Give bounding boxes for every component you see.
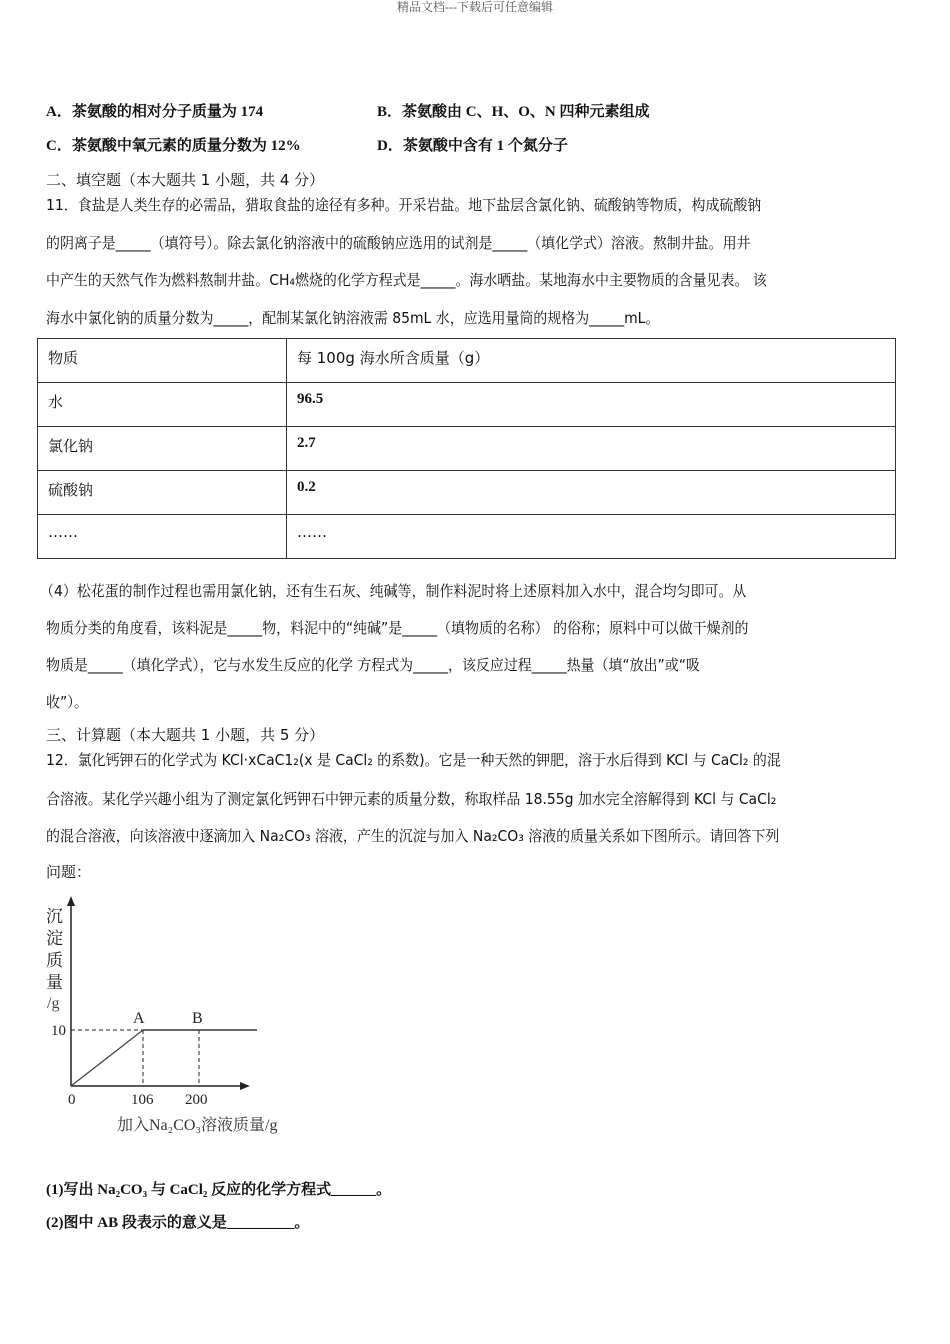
table-cell: 2.7 (287, 427, 896, 471)
precipitate-mass-chart (40, 890, 300, 1140)
ylabel-char: 量 (46, 973, 63, 992)
option-a: A．茶氨酸的相对分子质量为 174 (46, 104, 264, 120)
sub-question-1: (1)写出 Na₂CO₃ 与 CaCl₂ 反应的化学方程式______。 (46, 1182, 392, 1198)
x-axis-arrow-icon (240, 1082, 250, 1090)
q12-line-4: 问题： (46, 863, 92, 881)
point-b-label: B (192, 1010, 203, 1027)
table-cell: …… (38, 515, 287, 559)
seawater-composition-table (37, 338, 896, 559)
q12-line-2: 合溶液。某化学兴趣小组为了测定氯化钙钾石中钾元素的质量分数，称取样品 18.55g 加水完全溶解得到 KCl 与 CaCl₂ (46, 790, 777, 808)
table-cell: …… (287, 515, 896, 559)
q11-line-1: 11．食盐是人类生存的必需品，猎取食盐的途径有多种。开采岩盐。地下盐层含氯化钠、硫酸钠等物质，构成硫酸钠 (46, 196, 762, 214)
table-cell: 96.5 (287, 383, 896, 427)
chart-svg (40, 890, 300, 1140)
table-row (38, 427, 896, 471)
sub-question-2: (2)图中 AB 段表示的意义是_________。 (46, 1215, 310, 1231)
rising-segment (71, 1030, 143, 1086)
q12-line-1: 12．氯化钙钾石的化学式为 KCl·xCaC1₂(x 是 CaCl₂ 的系数)。它是一种天然的钾肥，溶于水后得到 KCl 与 CaCl₂ 的混 (46, 751, 781, 769)
x-tick-106: 106 (131, 1092, 154, 1108)
q4-line-4: 收”）。 (46, 693, 89, 711)
section-3-title: 三、计算题（本大题共 1 小题，共 5 分） (46, 726, 325, 744)
table-cell: 氯化钠 (38, 427, 287, 471)
ylabel-char: 沉 (46, 907, 63, 926)
table-header-cell: 每 100g 海水所含质量（g） (287, 339, 896, 383)
option-d: D．茶氨酸中含有 1 个氮分子 (377, 138, 568, 154)
ylabel-char: 淀 (46, 929, 63, 948)
point-a-label: A (133, 1010, 145, 1027)
q4-line-3: 物质是_____（填化学式），它与水发生反应的化学 方程式为_____，该反应过程_____热量（填“放出”或“吸 (46, 656, 700, 674)
table-cell: 0.2 (287, 471, 896, 515)
x-tick-200: 200 (185, 1092, 208, 1108)
table-header-row (38, 339, 896, 383)
table-row (38, 383, 896, 427)
q11-line-3: 中产生的天然气作为燃料熬制井盐。CH₄燃烧的化学方程式是_____。海水晒盐。某地海水中主要物质的含量见表。 该 (46, 271, 767, 289)
section-2-title: 二、填空题（本大题共 1 小题，共 4 分） (46, 171, 325, 189)
table-cell: 硫酸钠 (38, 471, 287, 515)
page-header-watermark: 精品文档---下载后可任意编辑 (397, 0, 553, 14)
q4-line-1: （4）松花蛋的制作过程也需用氯化钠，还有生石灰、纯碱等，制作料泥时将上述原料加入水中，混合均匀即可。从 (40, 582, 747, 600)
q12-line-3: 的混合溶液，向该溶液中逐滴加入 Na₂CO₃ 溶液，产生的沉淀与加入 Na₂CO₃ 溶液的质量关系如下图所示。请回答下列 (46, 827, 780, 845)
y-axis-arrow-icon (67, 896, 75, 906)
x-axis-label: 加入Na₂CO₃溶液质量/g (117, 1117, 278, 1134)
x-tick-0: 0 (68, 1092, 76, 1108)
table-header-cell: 物质 (38, 339, 287, 383)
q11-line-2: 的阴离子是_____（填符号）。除去氯化钠溶液中的硫酸钠应选用的试剂是_____（填化学式）溶液。熬制井盐。用井 (46, 234, 751, 252)
q11-line-4: 海水中氯化钠的质量分数为_____，配制某氯化钠溶液需 85mL 水，应选用量筒的规格为_____mL。 (46, 309, 660, 327)
option-c: C．茶氨酸中氧元素的质量分数为 12% (46, 138, 301, 154)
table-row (38, 515, 896, 559)
table-row (38, 471, 896, 515)
table-cell: 水 (38, 383, 287, 427)
ylabel-unit: /g (47, 995, 60, 1012)
q4-line-2: 物质分类的角度看，该料泥是_____物，料泥中的“纯碱”是_____（填物质的名称） 的俗称；原料中可以做干燥剂的 (46, 619, 749, 637)
ylabel-char: 质 (46, 951, 63, 970)
option-b: B．茶氨酸由 C、H、O、N 四种元素组成 (377, 104, 650, 120)
y-tick-10: 10 (51, 1023, 66, 1039)
